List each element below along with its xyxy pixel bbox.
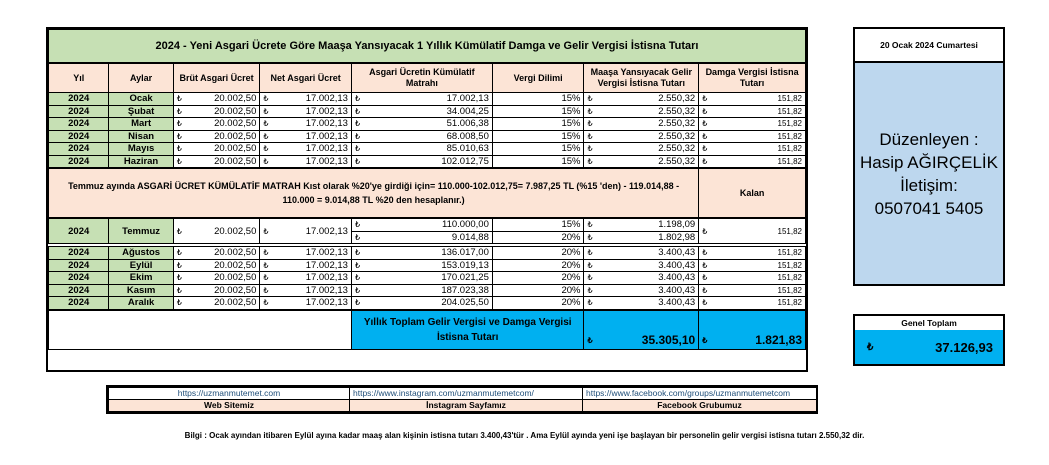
table-row <box>49 297 806 310</box>
income-exemption-cell <box>584 155 699 168</box>
net-value: 17.002,13 <box>305 297 348 309</box>
header-row <box>49 63 806 93</box>
net-value: 17.002,13 <box>305 225 348 237</box>
income-exemption-cell <box>584 231 699 244</box>
stamp-value: 151,82 <box>777 119 802 129</box>
income-value: 3.400,43 <box>658 297 696 309</box>
bracket-cell: 15% <box>492 143 584 156</box>
grand-total-label: Genel Toplam <box>853 314 1005 331</box>
table-row <box>49 155 806 168</box>
author-line: İletişim: <box>900 175 958 195</box>
gross-value: 20.002,50 <box>214 272 257 284</box>
lira-icon: ₺ <box>587 248 593 258</box>
net-cell <box>260 247 352 260</box>
lira-icon: ₺ <box>702 260 708 270</box>
table-row <box>49 259 806 272</box>
website-label: Web Sitemiz <box>109 400 350 412</box>
income-total-value: 35.305,10 <box>641 332 696 347</box>
income-exemption-cell <box>584 143 699 156</box>
lira-icon: ₺ <box>263 106 269 116</box>
table-row <box>49 247 806 260</box>
stamp-exemption-cell <box>699 105 806 118</box>
header-net: Net Asgari Ücret <box>260 63 352 93</box>
year-cell: 2024 <box>49 143 109 156</box>
header-month: Aylar <box>109 63 173 93</box>
gross-value: 20.002,50 <box>214 247 257 259</box>
month-cell: Haziran <box>109 155 173 168</box>
stamp-value: 151,82 <box>777 94 802 104</box>
lira-icon: ₺ <box>263 298 269 308</box>
lira-icon: ₺ <box>263 119 269 129</box>
gross-cell <box>173 143 260 156</box>
net-cell <box>260 105 352 118</box>
stamp-value: 151,82 <box>777 131 802 141</box>
instagram-link[interactable]: https://www.instagram.com/uzmanmutemetcom/ <box>350 388 583 400</box>
lira-icon: ₺ <box>354 285 361 295</box>
income-value: 1.802,98 <box>658 231 696 243</box>
income-exemption-cell <box>584 272 699 285</box>
author-line: Hasip AĞIRÇELİK <box>860 152 998 172</box>
cumulative-cell <box>351 93 492 106</box>
cumulative-value: 34.004,25 <box>446 105 489 117</box>
date-label: 20 Ocak 2024 Cumartesi <box>853 27 1005 62</box>
lira-icon: ₺ <box>176 248 182 258</box>
lira-icon: ₺ <box>354 248 361 258</box>
month-cell: Nisan <box>109 130 173 143</box>
links-table <box>106 385 818 414</box>
income-exemption-cell <box>584 130 699 143</box>
cumulative-cell <box>351 155 492 168</box>
income-value: 3.400,43 <box>658 247 696 259</box>
income-value: 3.400,43 <box>658 284 696 296</box>
lira-icon: ₺ <box>263 144 269 154</box>
lira-icon: ₺ <box>176 119 182 129</box>
cumulative-cell <box>351 118 492 131</box>
income-value: 2.550,32 <box>658 130 696 142</box>
year-cell: 2024 <box>49 259 109 272</box>
income-value: 3.400,43 <box>658 272 696 284</box>
gross-cell <box>173 105 260 118</box>
net-cell <box>260 93 352 106</box>
lira-icon: ₺ <box>587 260 593 270</box>
lira-icon: ₺ <box>587 94 593 104</box>
lira-icon: ₺ <box>263 156 269 166</box>
header-stamp-exemption: Damga Vergisi İstisna Tutarı <box>699 63 806 93</box>
lira-icon: ₺ <box>354 156 361 166</box>
lira-icon: ₺ <box>354 131 361 141</box>
net-value: 17.002,13 <box>305 130 348 142</box>
grand-total-value: 37.126,93 <box>935 339 993 355</box>
author-line: 0507041 5405 <box>874 198 984 218</box>
lira-icon: ₺ <box>354 94 361 104</box>
table-row <box>49 105 806 118</box>
header-gross: Brüt Asgari Ücret <box>173 63 260 93</box>
cumulative-cell <box>351 272 492 285</box>
month-cell: Eylül <box>109 259 173 272</box>
income-value: 2.550,32 <box>658 143 696 155</box>
table-title: 2024 - Yeni Asgari Ücrete Göre Maaşa Yansıyacak 1 Yıllık Kümülatif Damga ve Gelir Vergisi İstisna Tutarı <box>49 30 806 64</box>
stamp-value: 151,82 <box>777 273 802 283</box>
lira-icon: ₺ <box>702 106 708 116</box>
cumulative-cell <box>351 143 492 156</box>
stamp-exemption-cell <box>699 247 806 260</box>
stamp-exemption-cell <box>699 272 806 285</box>
lira-icon: ₺ <box>176 131 182 141</box>
month-cell: Ağustos <box>109 247 173 260</box>
net-value: 17.002,13 <box>305 259 348 271</box>
info-note: Bilgi : Ocak ayından itibaren Eylül ayına kadar maaş alan kişinin istisna tutarı 3.400,43'tür . Ama Eylül ayında yeni işe başlayan bir personelin gelir vergisi istisna tutarı 2.550,32 dir. <box>184 431 865 440</box>
year-cell: 2024 <box>49 155 109 168</box>
stamp-exemption-cell <box>699 143 806 156</box>
stamp-value: 151,82 <box>777 106 802 116</box>
stamp-exemption-cell <box>699 284 806 297</box>
author-info <box>853 61 1005 286</box>
stamp-value: 151,82 <box>777 144 802 154</box>
header-year: Yıl <box>49 63 109 93</box>
lira-icon: ₺ <box>354 144 361 154</box>
lira-icon: ₺ <box>176 94 182 104</box>
gross-cell <box>173 259 260 272</box>
net-cell <box>260 284 352 297</box>
lira-icon: ₺ <box>263 248 269 258</box>
lira-icon: ₺ <box>263 94 269 104</box>
net-value: 17.002,13 <box>305 247 348 259</box>
gross-cell <box>173 130 260 143</box>
gross-value: 20.002,50 <box>214 297 257 309</box>
cumulative-cell <box>351 130 492 143</box>
cumulative-value: 9.014,88 <box>451 231 489 243</box>
gross-cell <box>173 118 260 131</box>
lira-icon: ₺ <box>702 94 708 104</box>
net-cell <box>260 272 352 285</box>
bracket-cell: 20% <box>492 272 584 285</box>
net-cell <box>260 155 352 168</box>
month-cell: Aralık <box>109 297 173 310</box>
net-cell <box>260 218 352 244</box>
totals-row <box>49 310 806 350</box>
cumulative-value: 68.008,50 <box>446 130 489 142</box>
income-value: 2.550,32 <box>658 93 696 105</box>
website-link[interactable]: https://uzmanmutemet.com <box>109 388 350 400</box>
lira-icon: ₺ <box>354 119 361 129</box>
bracket-cell: 20% <box>492 231 584 244</box>
cumulative-value: 51.006,38 <box>446 118 489 130</box>
lira-icon: ₺ <box>587 156 593 166</box>
net-cell <box>260 297 352 310</box>
lira-icon: ₺ <box>702 226 708 236</box>
gross-value: 20.002,50 <box>214 259 257 271</box>
lira-icon: ₺ <box>263 226 269 236</box>
july-note: Temmuz ayında ASGARİ ÜCRET KÜMÜLATİF MATRAH Kıst olarak %20'ye girdiği için= 110.000-102.012,75= 7.987,25 TL (%15 'den) - 119.014,88 - 110.000 = 9.014,88 TL %20 den hesaplanır.) <box>49 168 699 218</box>
gross-value: 20.002,50 <box>214 118 257 130</box>
income-value: 3.400,43 <box>658 259 696 271</box>
lira-icon: ₺ <box>263 131 269 141</box>
gross-value: 20.002,50 <box>214 105 257 117</box>
lira-icon: ₺ <box>702 131 708 141</box>
lira-icon: ₺ <box>263 285 269 295</box>
gross-cell <box>173 297 260 310</box>
lira-icon: ₺ <box>354 220 361 230</box>
header-income-exemption: Maaşa Yansıyacak Gelir Vergisi İstisna Tutarı <box>584 63 699 93</box>
lira-icon: ₺ <box>176 285 182 295</box>
net-value: 17.002,13 <box>305 93 348 105</box>
author-line: Düzenleyen : <box>879 129 979 149</box>
grand-total <box>853 330 1005 366</box>
gross-value: 20.002,50 <box>214 225 257 237</box>
lira-icon: ₺ <box>702 273 708 283</box>
bracket-cell: 15% <box>492 218 584 231</box>
lira-icon: ₺ <box>702 156 708 166</box>
lira-icon: ₺ <box>263 260 269 270</box>
net-cell <box>260 259 352 272</box>
stamp-total <box>699 310 806 350</box>
totals-spacer <box>49 310 352 350</box>
stamp-exemption-cell <box>699 155 806 168</box>
income-exemption-cell <box>584 118 699 131</box>
income-exemption-cell <box>584 259 699 272</box>
lira-icon: ₺ <box>587 144 593 154</box>
lira-icon: ₺ <box>587 119 593 129</box>
net-value: 17.002,13 <box>305 143 348 155</box>
lira-icon: ₺ <box>354 260 361 270</box>
month-cell: Mart <box>109 118 173 131</box>
income-exemption-cell <box>584 297 699 310</box>
net-value: 17.002,13 <box>305 118 348 130</box>
income-exemption-cell <box>584 284 699 297</box>
year-cell: 2024 <box>49 105 109 118</box>
lira-icon: ₺ <box>587 131 593 141</box>
table-row <box>49 284 806 297</box>
year-cell: 2024 <box>49 272 109 285</box>
stamp-exemption-cell <box>699 93 806 106</box>
cumulative-value: 85.010,63 <box>446 143 489 155</box>
cumulative-cell <box>351 231 492 244</box>
totals-label: Yıllık Toplam Gelir Vergisi ve Damga Vergisi İstisna Tutarı <box>351 310 584 350</box>
lira-icon: ₺ <box>587 106 593 116</box>
month-cell: Kasım <box>109 284 173 297</box>
income-exemption-cell <box>584 105 699 118</box>
income-total <box>584 310 699 350</box>
main-grid <box>48 29 806 350</box>
lira-icon: ₺ <box>702 119 708 129</box>
bracket-cell: 20% <box>492 297 584 310</box>
cumulative-cell <box>351 284 492 297</box>
net-value: 17.002,13 <box>305 105 348 117</box>
net-cell <box>260 143 352 156</box>
cumulative-cell <box>351 247 492 260</box>
gross-cell <box>173 155 260 168</box>
cumulative-cell <box>351 105 492 118</box>
year-cell: 2024 <box>49 297 109 310</box>
header-cumulative: Asgari Ücretin Kümülatif Matrahı <box>351 63 492 93</box>
month-cell: Şubat <box>109 105 173 118</box>
lira-icon: ₺ <box>587 335 593 345</box>
year-cell: 2024 <box>49 93 109 106</box>
net-cell <box>260 130 352 143</box>
stamp-value: 151,82 <box>777 156 802 166</box>
note-row <box>49 168 806 218</box>
month-cell: Ocak <box>109 93 173 106</box>
year-cell: 2024 <box>49 130 109 143</box>
lira-icon: ₺ <box>354 298 361 308</box>
stamp-total-value: 1.821,83 <box>755 332 802 347</box>
income-exemption-cell <box>584 218 699 231</box>
year-cell: 2024 <box>49 284 109 297</box>
gross-cell <box>173 272 260 285</box>
lira-icon: ₺ <box>702 298 708 308</box>
gross-cell <box>173 93 260 106</box>
table-row <box>49 118 806 131</box>
bracket-cell: 20% <box>492 259 584 272</box>
facebook-link[interactable]: https://www.facebook.com/groups/uzmanmutemetcom <box>583 388 817 400</box>
gross-value: 20.002,50 <box>214 284 257 296</box>
header-bracket: Vergi Dilimi <box>492 63 584 93</box>
lira-icon: ₺ <box>587 220 593 230</box>
lira-icon: ₺ <box>176 156 182 166</box>
lira-icon: ₺ <box>587 232 593 242</box>
gross-value: 20.002,50 <box>214 93 257 105</box>
lira-icon: ₺ <box>176 260 182 270</box>
cumulative-cell <box>351 259 492 272</box>
bracket-cell: 15% <box>492 130 584 143</box>
stamp-value: 151,82 <box>777 260 802 270</box>
income-value: 2.550,32 <box>658 155 696 167</box>
table-row <box>49 143 806 156</box>
month-cell: Temmuz <box>109 218 173 244</box>
bracket-cell: 15% <box>492 118 584 131</box>
month-cell: Ekim <box>109 272 173 285</box>
income-value: 2.550,32 <box>658 105 696 117</box>
gross-value: 20.002,50 <box>214 130 257 142</box>
stamp-exemption-cell <box>699 218 806 244</box>
stamp-value: 151,82 <box>777 298 802 308</box>
table-row <box>49 93 806 106</box>
cumulative-value: 110.000,00 <box>442 219 489 231</box>
gross-cell <box>173 284 260 297</box>
cumulative-value: 204.025,50 <box>441 297 489 309</box>
lira-icon: ₺ <box>702 335 708 345</box>
stamp-exemption-cell <box>699 297 806 310</box>
gross-value: 20.002,50 <box>214 143 257 155</box>
lira-icon: ₺ <box>354 106 361 116</box>
stamp-exemption-cell <box>699 118 806 131</box>
bracket-cell: 15% <box>492 105 584 118</box>
lira-icon: ₺ <box>176 298 182 308</box>
net-cell <box>260 118 352 131</box>
kalan-label: Kalan <box>699 168 806 218</box>
year-cell: 2024 <box>49 247 109 260</box>
gross-value: 20.002,50 <box>214 155 257 167</box>
table-row-july <box>49 218 806 231</box>
gross-cell <box>173 247 260 260</box>
income-value: 2.550,32 <box>658 118 696 130</box>
lira-icon: ₺ <box>263 273 269 283</box>
stamp-value: 151,82 <box>777 226 802 236</box>
year-cell: 2024 <box>49 118 109 131</box>
lira-icon: ₺ <box>176 273 182 283</box>
lira-icon: ₺ <box>587 273 593 283</box>
cumulative-value: 170.021,25 <box>441 272 489 284</box>
cumulative-value: 102.012,75 <box>441 155 489 167</box>
facebook-label: Facebook Grubumuz <box>583 400 817 412</box>
income-value: 1.198,09 <box>658 219 696 231</box>
lira-icon: ₺ <box>867 341 874 353</box>
bracket-cell: 15% <box>492 155 584 168</box>
table-row <box>49 272 806 285</box>
stamp-value: 151,82 <box>777 248 802 258</box>
lira-icon: ₺ <box>702 248 708 258</box>
lira-icon: ₺ <box>702 144 708 154</box>
bracket-cell: 20% <box>492 284 584 297</box>
tax-exemption-table <box>46 27 808 372</box>
cumulative-value: 153.019,13 <box>441 259 489 271</box>
bracket-cell: 20% <box>492 247 584 260</box>
lira-icon: ₺ <box>354 232 361 242</box>
gross-cell <box>173 218 260 244</box>
lira-icon: ₺ <box>587 285 593 295</box>
month-cell: Mayıs <box>109 143 173 156</box>
cumulative-cell <box>351 218 492 231</box>
lira-icon: ₺ <box>702 285 708 295</box>
cumulative-value: 17.002,13 <box>446 93 489 105</box>
table-row <box>49 130 806 143</box>
net-value: 17.002,13 <box>305 272 348 284</box>
income-exemption-cell <box>584 247 699 260</box>
lira-icon: ₺ <box>354 273 361 283</box>
net-value: 17.002,13 <box>305 284 348 296</box>
instagram-label: İnstagram Sayfamız <box>350 400 583 412</box>
net-value: 17.002,13 <box>305 155 348 167</box>
stamp-exemption-cell <box>699 259 806 272</box>
stamp-exemption-cell <box>699 130 806 143</box>
cumulative-value: 136.017,00 <box>441 247 489 259</box>
lira-icon: ₺ <box>176 226 182 236</box>
lira-icon: ₺ <box>176 144 182 154</box>
bracket-cell: 15% <box>492 93 584 106</box>
lira-icon: ₺ <box>176 106 182 116</box>
stamp-value: 151,82 <box>777 285 802 295</box>
income-exemption-cell <box>584 93 699 106</box>
lira-icon: ₺ <box>587 298 593 308</box>
cumulative-value: 187.023,38 <box>441 284 489 296</box>
cumulative-cell <box>351 297 492 310</box>
year-cell: 2024 <box>49 218 109 244</box>
